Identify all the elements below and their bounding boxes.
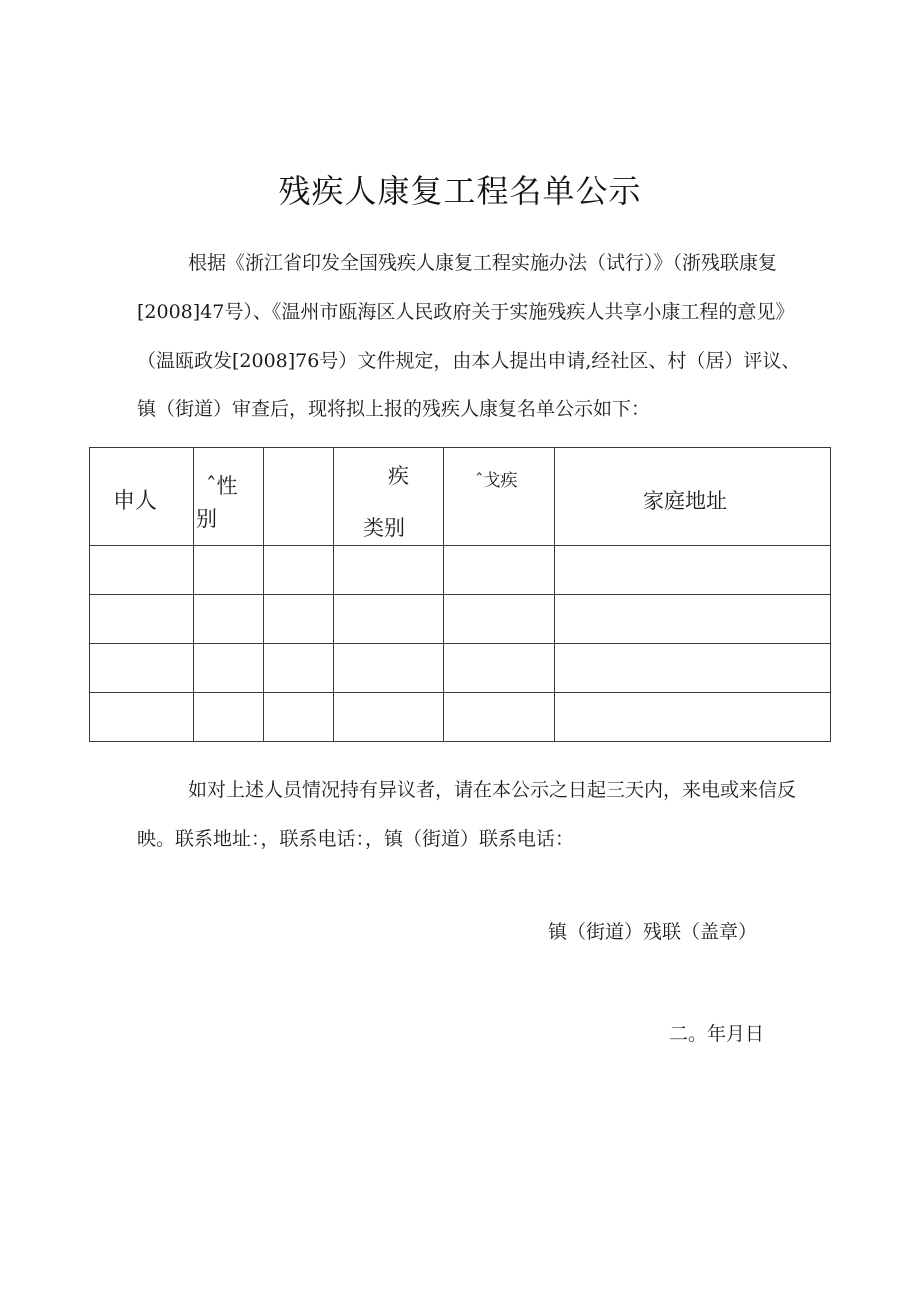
header-cell-gender <box>194 448 264 546</box>
header-gender-label-top: ˆ性 <box>206 474 238 498</box>
table-cell <box>334 595 444 644</box>
table-cell <box>194 644 264 693</box>
header-gender-label-bottom: 别 <box>196 507 217 531</box>
intro-line-3: （温瓯政发[2008]76号）文件规定，由本人提出申请,经社区、村（居）评议、 <box>137 350 801 372</box>
header-cell-applicant <box>90 448 194 546</box>
table-cell <box>444 546 555 595</box>
date-line: 二。年月日 <box>669 1023 765 1045</box>
table-cell <box>264 644 334 693</box>
header-cell-disability-level <box>444 448 555 546</box>
intro-line-2: [2008]47号）、《温州市瓯海区人民政府关于实施残疾人共享小康工程的意见》 <box>137 301 795 323</box>
table-cell <box>264 693 334 742</box>
header-disability-type-bottom: 类别 <box>363 516 405 540</box>
table-cell <box>90 693 194 742</box>
header-address-label: 家庭地址 <box>643 489 727 513</box>
table-cell <box>334 644 444 693</box>
table-cell <box>555 546 831 595</box>
signature: 镇（街道）残联（盖章） <box>548 921 758 943</box>
table-header-row <box>90 448 831 546</box>
table-cell <box>444 595 555 644</box>
table-cell <box>444 644 555 693</box>
page-title: 残疾人康复工程名单公示 <box>278 172 642 210</box>
table-cell <box>555 644 831 693</box>
table-cell <box>194 693 264 742</box>
header-disability-level-label: ˆ戈疾 <box>475 471 518 491</box>
intro-line-1: 根据《浙江省印发全国残疾人康复工程实施办法（试行）》（浙残联康复 <box>188 252 778 274</box>
header-disability-type-top: 疾 <box>388 464 409 488</box>
table-cell <box>194 546 264 595</box>
table-cell <box>90 644 194 693</box>
table-cell <box>555 595 831 644</box>
table-row <box>90 693 831 742</box>
table-cell <box>334 546 444 595</box>
table-cell <box>90 595 194 644</box>
table-cell <box>555 693 831 742</box>
table-cell <box>90 546 194 595</box>
notice-line-2: 映。联系地址：，联系电话：，镇（街道）联系电话： <box>137 828 575 850</box>
table-cell <box>264 595 334 644</box>
header-applicant-label: 申人 <box>113 489 158 514</box>
header-cell-disability-type <box>334 448 444 546</box>
header-cell-address <box>555 448 831 546</box>
table-cell <box>444 693 555 742</box>
header-cell-blank <box>264 448 334 546</box>
table-cell <box>334 693 444 742</box>
table-row <box>90 644 831 693</box>
notice-line-1: 如对上述人员情况持有异议者，请在本公示之日起三天内，来电或来信反 <box>188 779 797 801</box>
table-cell <box>264 546 334 595</box>
roster-table <box>89 447 831 742</box>
table-cell <box>194 595 264 644</box>
intro-line-4: 镇（街道）审查后，现将拟上报的残疾人康复名单公示如下： <box>137 398 651 420</box>
table-row <box>90 546 831 595</box>
table-row <box>90 595 831 644</box>
